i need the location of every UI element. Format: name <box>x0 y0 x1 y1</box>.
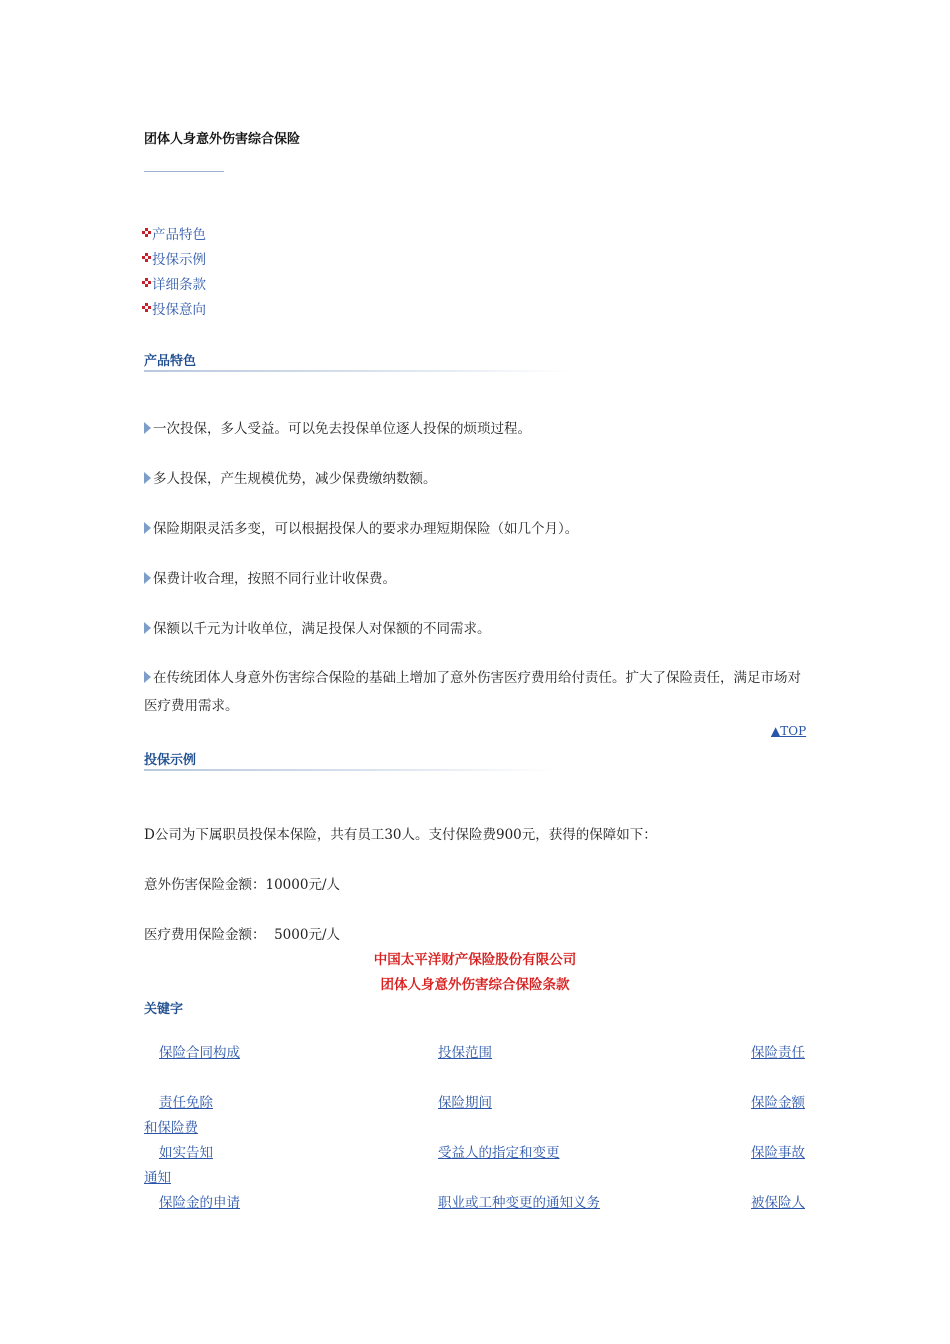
example-line: 意外伤害保险金额：10000元/人 <box>144 877 340 893</box>
feature-item: 保费计收合理，按照不同行业计收保费。 <box>144 565 809 593</box>
features-heading-rule <box>144 370 574 372</box>
keyword-link[interactable]: 保险合同构成 <box>159 1045 240 1061</box>
triangle-bullet-icon <box>144 472 151 484</box>
nav-link-intent[interactable] <box>142 295 206 320</box>
triangle-bullet-icon <box>144 671 151 683</box>
keyword-link[interactable]: 被保险人 <box>751 1195 805 1211</box>
feature-item: 一次投保，多人受益。可以免去投保单位逐人投保的烦琐过程。 <box>144 415 809 443</box>
nav-link-example[interactable] <box>142 245 206 270</box>
company-title: 中国太平洋财产保险股份有限公司 <box>373 952 577 968</box>
nav-link-features[interactable] <box>142 220 206 245</box>
section-nav <box>142 220 206 320</box>
keyword-link-continuation[interactable]: 和保险费 <box>144 1120 198 1136</box>
title-divider <box>144 171 224 172</box>
triangle-bullet-icon <box>144 622 151 634</box>
example-heading-rule <box>144 769 554 771</box>
feature-item: 多人投保，产生规模优势，减少保费缴纳数额。 <box>144 465 809 493</box>
page-title: 团体人身意外伤害综合保险 <box>144 132 301 147</box>
keyword-link[interactable]: 保险金额 <box>751 1095 805 1111</box>
clause-title: 团体人身意外伤害综合保险条款 <box>380 977 570 993</box>
nav-link-label: 投保示例 <box>152 251 206 268</box>
nav-link-label: 产品特色 <box>152 226 206 243</box>
example-line: 医疗费用保险金额： 5000元/人 <box>144 927 340 943</box>
nav-link-terms[interactable] <box>142 270 206 295</box>
keyword-link[interactable]: 职业或工种变更的通知义务 <box>438 1195 600 1211</box>
diamond-bullet-icon <box>142 303 151 312</box>
triangle-bullet-icon <box>144 572 151 584</box>
feature-item: 在传统团体人身意外伤害综合保险的基础上增加了意外伤害医疗费用给付责任。扩大了保险责任，满足市场对医疗费用需求。 <box>144 670 801 714</box>
diamond-bullet-icon <box>142 253 151 262</box>
nav-link-label: 详细条款 <box>152 276 206 293</box>
keywords-heading: 关键字 <box>144 1002 184 1017</box>
keyword-link[interactable]: 受益人的指定和变更 <box>438 1145 560 1161</box>
keyword-link[interactable]: 投保范围 <box>438 1045 492 1061</box>
keyword-link[interactable]: 如实告知 <box>159 1145 213 1161</box>
features-heading: 产品特色 <box>144 354 197 369</box>
nav-link-label: 投保意向 <box>152 301 206 318</box>
example-heading: 投保示例 <box>144 753 197 768</box>
diamond-bullet-icon <box>142 278 151 287</box>
keyword-link[interactable]: 保险责任 <box>751 1045 805 1061</box>
keyword-link-continuation[interactable]: 通知 <box>144 1170 171 1186</box>
feature-item: 保额以千元为计收单位，满足投保人对保额的不同需求。 <box>144 615 809 643</box>
keyword-link[interactable]: 保险事故 <box>751 1145 805 1161</box>
triangle-bullet-icon <box>144 422 151 434</box>
triangle-bullet-icon <box>144 522 151 534</box>
diamond-bullet-icon <box>142 228 151 237</box>
feature-item: 保险期限灵活多变，可以根据投保人的要求办理短期保险（如几个月）。 <box>144 515 809 543</box>
keyword-link[interactable]: 保险金的申请 <box>159 1195 240 1211</box>
keyword-link[interactable]: 保险期间 <box>438 1095 492 1111</box>
keyword-link[interactable]: 责任免除 <box>159 1095 213 1111</box>
example-line: D公司为下属职员投保本保险，共有员工30人。支付保险费900元，获得的保障如下： <box>144 827 657 843</box>
back-to-top-link[interactable]: ▲TOP <box>771 724 807 738</box>
